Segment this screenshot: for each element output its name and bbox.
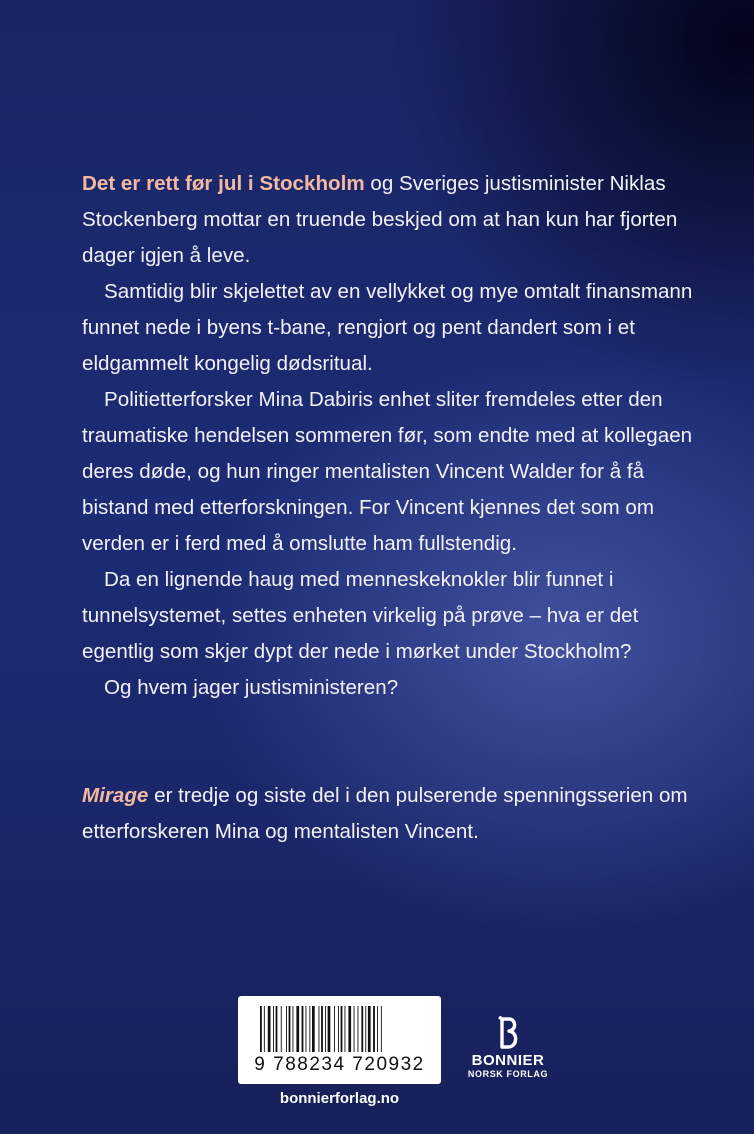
paragraph-3: Politietterforsker Mina Dabiris enhet sliter fremdeles etter den traumatiske hendelsen sommeren før, som endte med at kollegaen deres døde, og hun ringer mentalisten Vincent Walder for å få bistand med etterforskningen. For Vincent kjennes det som om verden er i ferd med å omslutte ham fullstendig. bbox=[82, 388, 693, 555]
isbn-number: 9 788234 720932 bbox=[254, 1054, 425, 1075]
paragraph-2: Samtidig blir skjelettet av en vellykket og mye omtalt finansmann funnet nede i byens t-bane, rengjort og pent dandert som i et eldgammelt kongelig dødsritual. bbox=[82, 280, 693, 375]
publisher-subtitle: NORSK FORLAG bbox=[467, 1069, 549, 1079]
paragraph-5: Og hvem jager justisministeren? bbox=[104, 676, 399, 699]
publisher-website: bonnierforlag.no bbox=[279, 1090, 400, 1107]
bonnier-logo-icon bbox=[493, 1016, 523, 1050]
series-tagline bbox=[82, 778, 722, 850]
publisher-logo bbox=[458, 1016, 558, 1079]
paragraph-1 bbox=[82, 166, 702, 274]
isbn-barcode bbox=[238, 996, 441, 1084]
book-title: Mirage bbox=[82, 784, 149, 807]
barcode-bars bbox=[260, 1006, 420, 1052]
blurb-text bbox=[82, 166, 702, 706]
tagline-text: er tredje og siste del i den pulserende spenningsserien om etterforskeren Mina og mentalisten Vincent. bbox=[82, 784, 688, 843]
paragraph-1-text: og Sveriges justisminister Niklas Stockenberg mottar en truende beskjed om at han kun har fjorten dager igjen å leve. bbox=[82, 172, 678, 267]
publisher-name: BONNIER bbox=[471, 1052, 545, 1069]
paragraph-4: Da en lignende haug med menneskeknokler blir funnet i tunnelsystemet, settes enheten virkelig på prøve – hva er det egentlig som skjer dypt der nede i mørket under Stockholm? bbox=[82, 568, 639, 663]
lead-highlight: Det er rett før jul i Stockholm bbox=[82, 172, 365, 195]
